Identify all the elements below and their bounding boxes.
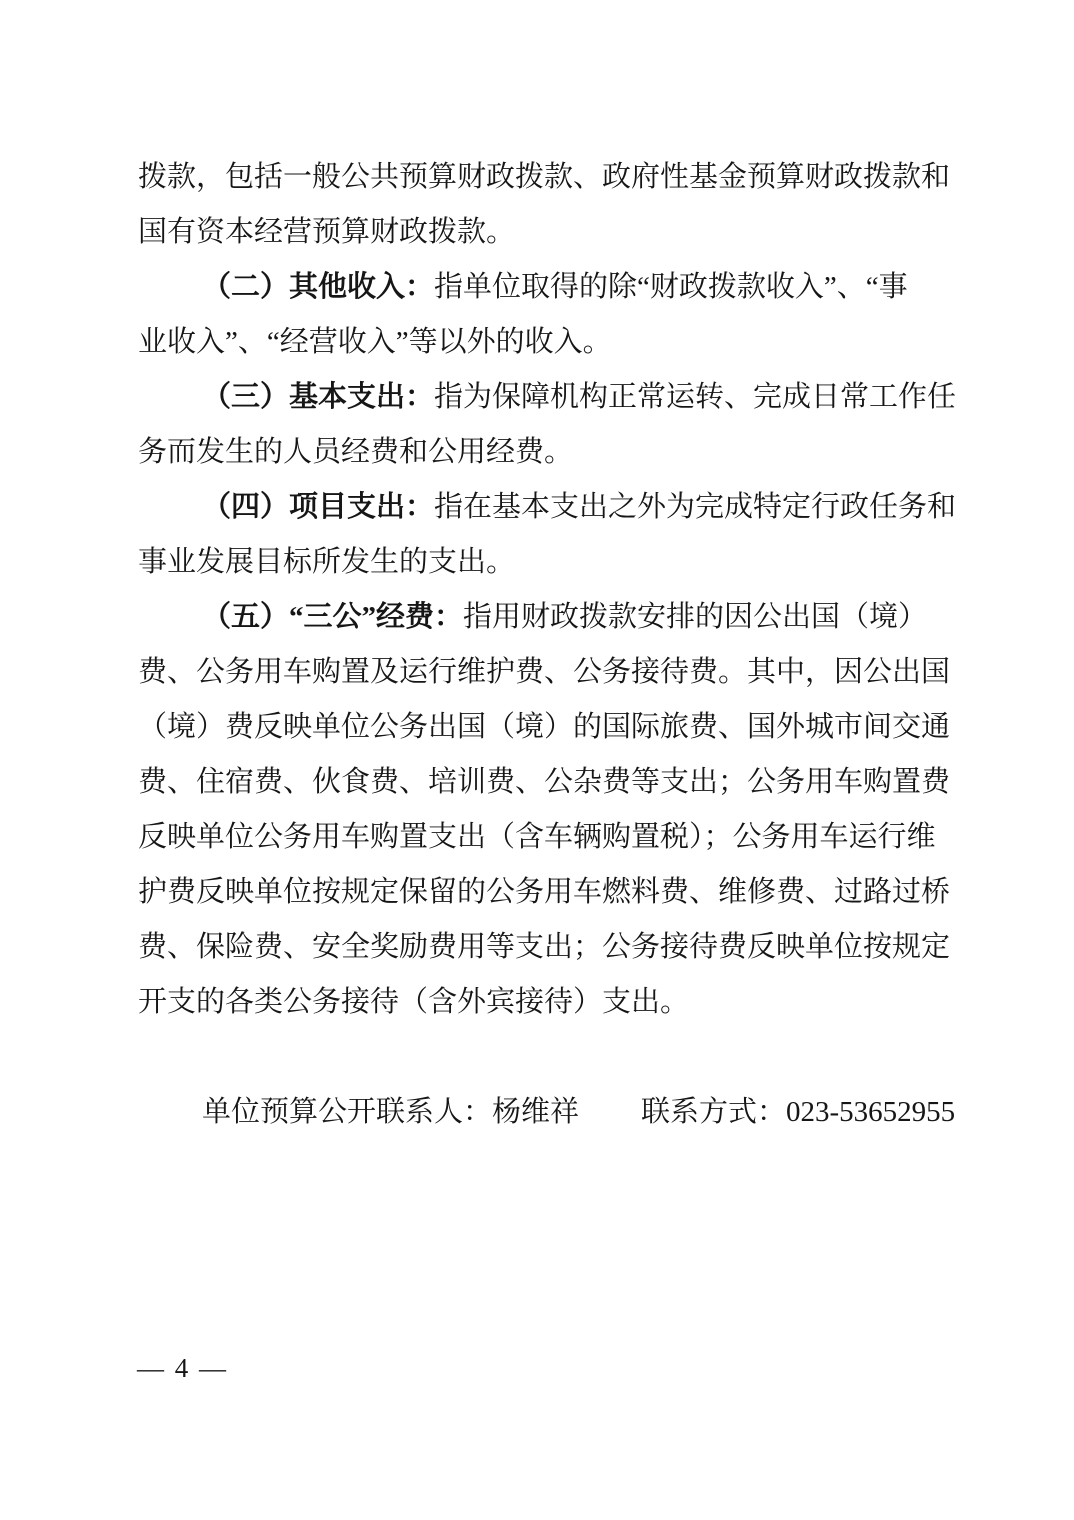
body-line-text: 指单位取得的除“财政拨款收入”、“事	[434, 271, 908, 303]
body-line	[138, 590, 950, 645]
body-line	[138, 315, 950, 370]
body-line	[138, 865, 950, 920]
body-line-text: 费、住宿费、伙食费、培训费、公杂费等支出；公务用车购置费	[138, 766, 951, 798]
body-line-text: 业收入”、“经营收入”等以外的收入。	[138, 326, 612, 358]
body-line	[138, 810, 950, 865]
body-line-text: 费、公务用车购置及运行维护费、公务接待费。其中，因公出国	[138, 656, 951, 688]
section-head: （三）基本支出：	[202, 381, 435, 413]
body-line	[138, 700, 950, 755]
body-line-text: 指为保障机构正常运转、完成日常工作任	[434, 381, 957, 413]
body-line-text: 国有资本经营预算财政拨款。	[138, 216, 516, 248]
section-head: （五）“三公”经费：	[202, 601, 464, 633]
section-head: （二）其他收入：	[202, 271, 435, 303]
body-line-text: 反映单位公务用车购置支出（含车辆购置税）；公务用车运行维	[138, 821, 936, 853]
body-line-text: 开支的各类公务接待（含外宾接待）支出。	[138, 986, 690, 1018]
body-line	[138, 425, 950, 480]
body-line	[138, 480, 957, 535]
body-line	[138, 205, 950, 260]
body-line-text: （境）费反映单位公务出国（境）的国际旅费、国外城市间交通	[138, 711, 951, 743]
body-line	[138, 920, 950, 975]
body-line	[138, 150, 950, 205]
body-line-text: 事业发展目标所发生的支出。	[138, 546, 516, 578]
section-head: （四）项目支出：	[202, 491, 435, 523]
contact-phone: 联系方式：023-53652955	[641, 1096, 956, 1128]
body-line	[138, 645, 950, 700]
body-line	[138, 370, 957, 425]
document-body	[138, 150, 957, 1140]
body-line	[138, 535, 950, 590]
contact-person: 单位预算公开联系人：杨维祥	[202, 1096, 580, 1128]
body-line-text: 费、保险费、安全奖励费用等支出；公务接待费反映单位按规定	[138, 931, 951, 963]
body-line-text: 拨款，包括一般公共预算财政拨款、政府性基金预算财政拨款和	[138, 161, 951, 193]
body-line-text: 指在基本支出之外为完成特定行政任务和	[434, 491, 957, 523]
body-line-text: 指用财政拨款安排的因公出国（境）	[463, 601, 928, 633]
body-line	[138, 975, 950, 1030]
body-line	[138, 755, 950, 810]
body-line-text: 务而发生的人员经费和公用经费。	[138, 436, 574, 468]
contact-line	[138, 1085, 956, 1140]
body-line-text: 护费反映单位按规定保留的公务用车燃料费、维修费、过路过桥	[138, 876, 951, 908]
body-line	[138, 260, 950, 315]
page-number: — 4 —	[137, 1353, 228, 1383]
